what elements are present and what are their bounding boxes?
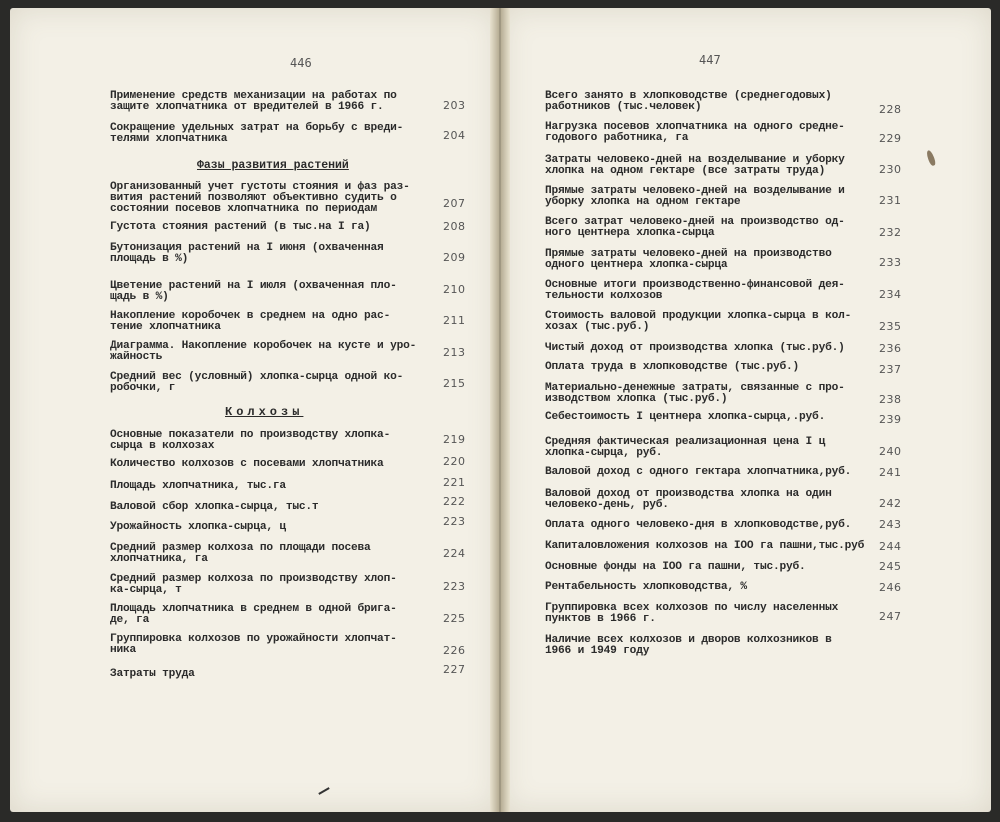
left-toc-entry — [110, 91, 397, 113]
entry-title: Чистый доход от производства хлопка (тыс.руб.) — [545, 342, 845, 354]
right-toc-entry — [545, 603, 838, 625]
entry-title: Прямые затраты человеко-дней на возделывание и уборку хлопка на одном гектаре — [545, 185, 845, 208]
entry-page-number: 220 — [443, 455, 466, 468]
right-toc-entry — [545, 437, 825, 459]
entry-page-number: 245 — [879, 560, 902, 573]
right-toc-entry — [545, 91, 832, 113]
entry-page-number: 236 — [879, 342, 902, 355]
left-toc-entry — [110, 243, 384, 265]
entry-title: Капиталовложения колхозов на IOO га пашни,тыс.руб — [545, 540, 865, 552]
entry-title: Урожайность хлопка-сырца, ц — [110, 521, 286, 533]
right-toc-entry — [545, 562, 806, 573]
entry-title: Применение средств механизации на работах по защите хлопчатника от вредителей в 1966 г. — [110, 90, 397, 113]
right-toc-entry — [545, 467, 851, 478]
entry-page-number: 240 — [879, 445, 902, 458]
entry-page-number: 233 — [879, 256, 902, 269]
entry-title: Организованный учет густоты стояния и фаз раз- вития растений позволяют объективно судить о состоянии посевов хлопчатника по периодам — [110, 181, 410, 215]
right-toc-entry — [545, 412, 825, 423]
left-page-number: 446 — [290, 56, 312, 70]
right-toc-entry — [545, 217, 845, 239]
entry-title: Основные показатели по производству хлопка- сырца в колхозах — [110, 429, 391, 452]
entry-title: Затраты человеко-дней на возделывание и уборку хлопка на одном гектаре (все затраты труда) — [545, 154, 845, 177]
entry-title: Площадь хлопчатника в среднем в одной брига- де, га — [110, 603, 397, 626]
entry-title: Всего занято в хлопководстве (среднегодовых) работников (тыс.человек) — [545, 90, 832, 113]
entry-title: Площадь хлопчатника, тыс.га — [110, 480, 286, 492]
entry-page-number: 210 — [443, 283, 466, 296]
right-toc-entry — [545, 249, 832, 271]
right-toc-entry — [545, 343, 845, 354]
entry-page-number: 229 — [879, 132, 902, 145]
entry-title: Наличие всех колхозов и дворов колхозников в 1966 и 1949 году — [545, 634, 832, 657]
right-toc-entry — [545, 186, 845, 208]
entry-title: Валовой сбор хлопка-сырца, тыс.т — [110, 501, 319, 513]
right-toc-entry — [545, 280, 845, 302]
left-toc-entry — [110, 669, 195, 680]
entry-page-number: 223 — [443, 515, 466, 528]
entry-page-number: 230 — [879, 163, 902, 176]
entry-title: Оплата труда в хлопководстве (тыс.руб.) — [545, 361, 800, 373]
entry-title: Валовой доход с одного гектара хлопчатника,руб. — [545, 466, 852, 478]
right-toc-entry — [545, 155, 845, 177]
entry-page-number: 238 — [879, 393, 902, 406]
entry-title: Сокращение удельных затрат на борьбу с вреди- телями хлопчатника — [110, 122, 404, 145]
entry-page-number: 225 — [443, 612, 466, 625]
entry-page-number: 226 — [443, 644, 466, 657]
left-toc-entry — [110, 311, 390, 333]
left-toc-entry — [110, 634, 397, 656]
entry-title: Себестоимость I центнера хлопка-сырца,.руб. — [545, 411, 826, 423]
entry-title: Количество колхозов с посевами хлопчатника — [110, 458, 384, 470]
entry-title: Прямые затраты человеко-дней на производство одного центнера хлопка-сырца — [545, 248, 832, 271]
right-toc-entry — [545, 122, 845, 144]
entry-title: Цветение растений на I июля (охваченная пло- щадь в %) — [110, 280, 397, 303]
entry-title: Диаграмма. Накопление коробочек на кусте и уро- жайность — [110, 340, 417, 363]
entry-page-number: 246 — [879, 581, 902, 594]
left-toc-entry — [110, 574, 397, 596]
entry-page-number: 234 — [879, 288, 902, 301]
entry-title: Средняя фактическая реализационная цена I ц хлопка-сырца, руб. — [545, 436, 826, 459]
entry-page-number: 203 — [443, 99, 466, 112]
right-toc-entry — [545, 582, 747, 593]
entry-title: Группировка колхозов по урожайности хлопчат- ника — [110, 633, 397, 656]
entry-page-number: 239 — [879, 413, 902, 426]
entry-title: Затраты труда — [110, 668, 195, 680]
left-toc-entry — [110, 182, 410, 215]
left-toc-entry — [110, 604, 397, 626]
left-toc-entry — [110, 481, 286, 492]
left-toc-entry — [110, 430, 390, 452]
entry-title: Основные итоги производственно-финансовой дея- тельности колхозов — [545, 279, 845, 302]
entry-title: Средний вес (условный) хлопка-сырца одной ко- робочки, г — [110, 371, 404, 394]
left-toc-entry — [110, 522, 286, 533]
left-toc-entry — [110, 341, 416, 363]
entry-page-number: 237 — [879, 363, 902, 376]
entry-page-number: 232 — [879, 226, 902, 239]
right-toc-entry — [545, 489, 832, 511]
entry-page-number: 235 — [879, 320, 902, 333]
entry-page-number: 211 — [443, 314, 466, 327]
entry-page-number: 221 — [443, 476, 466, 489]
entry-page-number: 223 — [443, 580, 466, 593]
entry-title: Основные фонды на IOO га пашни, тыс.руб. — [545, 561, 806, 573]
entry-page-number: 208 — [443, 220, 466, 233]
entry-page-number: 224 — [443, 547, 466, 560]
right-toc-entry — [545, 383, 845, 405]
entry-title: Рентабельность хлопководства, % — [545, 581, 747, 593]
entry-page-number: 243 — [879, 518, 902, 531]
entry-page-number: 227 — [443, 663, 466, 676]
left-toc-entry — [110, 372, 403, 394]
right-toc-entry — [545, 311, 851, 333]
entry-title: Материально-денежные затраты, связанные с про- изводством хлопка (тыс.руб.) — [545, 382, 845, 405]
entry-page-number: 228 — [879, 103, 902, 116]
entry-page-number: 244 — [879, 540, 902, 553]
left-toc-entry — [110, 459, 384, 470]
entry-page-number: 231 — [879, 194, 902, 207]
left-toc-entry — [110, 222, 371, 233]
section-heading-kolkhozy: Колхозы — [225, 405, 304, 419]
entry-title: Накопление коробочек в среднем на одно рас- тение хлопчатника — [110, 310, 391, 333]
entry-title: Стоимость валовой продукции хлопка-сырца в кол- хозах (тыс.руб.) — [545, 310, 852, 333]
entry-page-number: 222 — [443, 495, 466, 508]
left-toc-entry — [110, 543, 371, 565]
section-heading-phases: Фазы развития растений — [197, 159, 349, 172]
entry-page-number: 213 — [443, 346, 466, 359]
entry-title: Густота стояния растений (в тыс.на I га) — [110, 221, 371, 233]
left-toc-entry — [110, 123, 403, 145]
entry-page-number: 242 — [879, 497, 902, 510]
entry-title: Валовой доход от производства хлопка на один человеко-день, руб. — [545, 488, 832, 511]
book-gutter — [490, 8, 510, 812]
entry-page-number: 204 — [443, 129, 466, 142]
right-page-number: 447 — [699, 53, 721, 67]
right-toc-entry — [545, 541, 864, 552]
entry-title: Бутонизация растений на I июня (охваченная площадь в %) — [110, 242, 384, 265]
left-toc-entry — [110, 281, 397, 303]
entry-page-number: 219 — [443, 433, 466, 446]
entry-title: Средний размер колхоза по производству хлоп- ка-сырца, т — [110, 573, 397, 596]
right-toc-entry — [545, 362, 799, 373]
left-toc-entry — [110, 502, 318, 513]
entry-page-number: 207 — [443, 197, 466, 210]
entry-page-number: 241 — [879, 466, 902, 479]
entry-page-number: 215 — [443, 377, 466, 390]
right-toc-entry — [545, 520, 851, 531]
entry-page-number: 209 — [443, 251, 466, 264]
entry-title: Средний размер колхоза по площади посева хлопчатника, га — [110, 542, 371, 565]
entry-page-number: 247 — [879, 610, 902, 623]
right-toc-entry — [545, 635, 832, 657]
entry-title: Всего затрат человеко-дней на производство од- ного центнера хлопка-сырца — [545, 216, 845, 239]
entry-title: Оплата одного человеко-дня в хлопководстве,руб. — [545, 519, 852, 531]
entry-title: Нагрузка посевов хлопчатника на одного средне- годового работника, га — [545, 121, 845, 144]
entry-title: Группировка всех колхозов по числу населенных пунктов в 1966 г. — [545, 602, 839, 625]
